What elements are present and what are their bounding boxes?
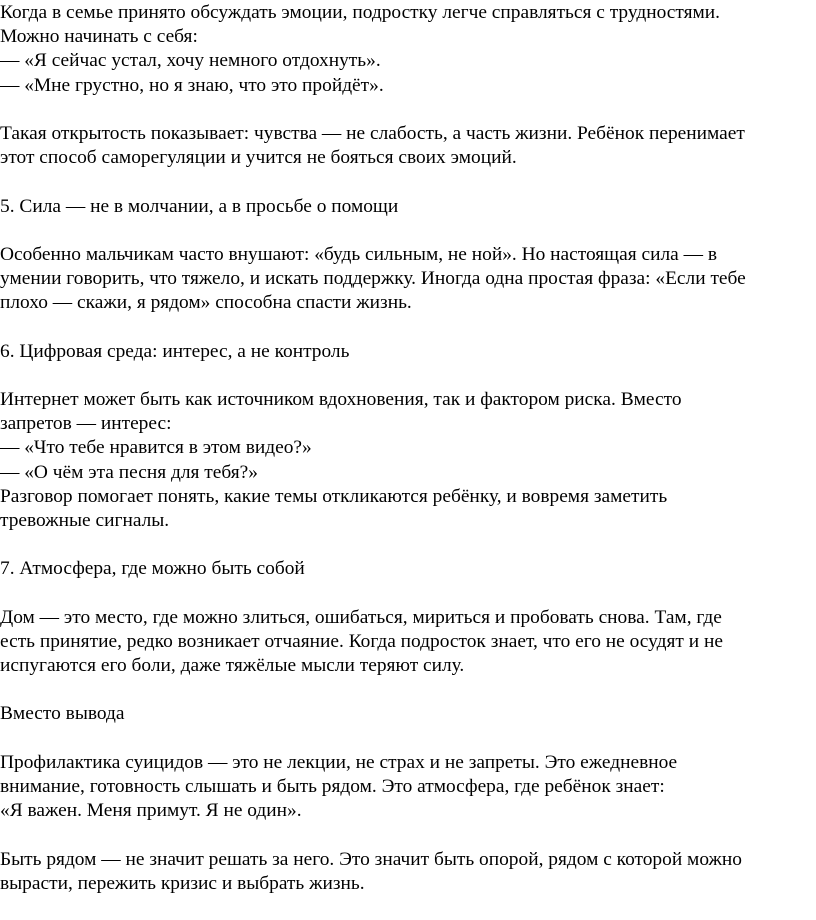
text-line: этот способ саморегуляции и учится не бояться своих эмоций. [0,147,517,169]
paragraph-spacer [0,727,816,751]
paragraph-spacer [0,364,816,388]
paragraph-spacer [0,582,816,606]
text-line: Дом — это место, где можно злиться, ошибаться, мириться и пробовать снова. Там, где [0,606,722,628]
text-line: умении говорить, что тяжело, и искать поддержку. Иногда одна простая фраза: «Если тебе [0,268,746,290]
paragraph-spacer [0,533,816,557]
section-6-heading: 6. Цифровая среда: интерес, а не контроль [0,340,350,362]
final-paragraph [0,848,816,896]
text-line: — «Я сейчас устал, хочу немного отдохнуть». [0,50,381,72]
conclusion-paragraph [0,751,816,824]
text-line: Такая открытость показывает: чувства — не слабость, а часть жизни. Ребёнок перенимает [0,122,745,144]
text-line: Когда в семье принято обсуждать эмоции, подростку легче справляться с трудностями. [0,2,720,23]
text-line: — «Что тебе нравится в этом видео?» [0,437,312,459]
paragraph-spacer [0,98,816,122]
text-line: плохо — скажи, я рядом» способна спасти жизнь. [0,292,412,314]
text-line: «Я важен. Меня примут. Я не один». [0,800,302,822]
text-line: Профилактика суицидов — это не лекции, не страх и не запреты. Это ежедневное [0,751,678,773]
section-7-heading: 7. Атмосфера, где можно быть собой [0,558,305,580]
paragraph-spacer [0,170,816,194]
conclusion-heading: Вместо вывода [0,703,125,725]
section-5-paragraph [0,243,816,316]
paragraph-spacer [0,219,816,243]
text-line: запретов — интерес: [0,413,172,435]
text-line: тревожные сигналы. [0,509,170,531]
text-line: внимание, готовность слышать и быть рядом. Это атмосфера, где ребёнок знает: [0,776,665,797]
text-line: Можно начинать с себя: [0,26,198,48]
openness-paragraph [0,122,816,170]
text-line: Особенно мальчикам часто внушают: «будь сильным, не ной». Но настоящая сила — в [0,243,717,265]
section-7-paragraph [0,606,816,679]
section-6-paragraph [0,388,816,533]
paragraph-spacer [0,823,816,847]
text-line: Интернет может быть как источником вдохновения, так и фактором риска. Вместо [0,389,682,410]
text-line: — «Мне грустно, но я знаю, что это пройдёт». [0,74,384,96]
paragraph-spacer [0,678,816,702]
document-body [0,1,816,896]
text-line: Быть рядом — не значит решать за него. Это значит быть опорой, рядом с которой можно [0,848,743,870]
paragraph-spacer [0,315,816,339]
text-line: испугаются его боли, даже тяжёлые мысли теряют силу. [0,655,465,677]
intro-paragraph [0,1,816,98]
text-line: Разговор помогает понять, какие темы откликаются ребёнку, и вовремя заметить [0,485,668,507]
text-line: вырасти, пережить кризис и выбрать жизнь. [0,872,365,894]
section-5-heading: 5. Сила — не в молчании, а в просьбе о помощи [0,195,399,217]
text-line: — «О чём эта песня для тебя?» [0,461,258,483]
text-line: есть принятие, редко возникает отчаяние. Когда подросток знает, что его не осудят и не [0,630,723,652]
